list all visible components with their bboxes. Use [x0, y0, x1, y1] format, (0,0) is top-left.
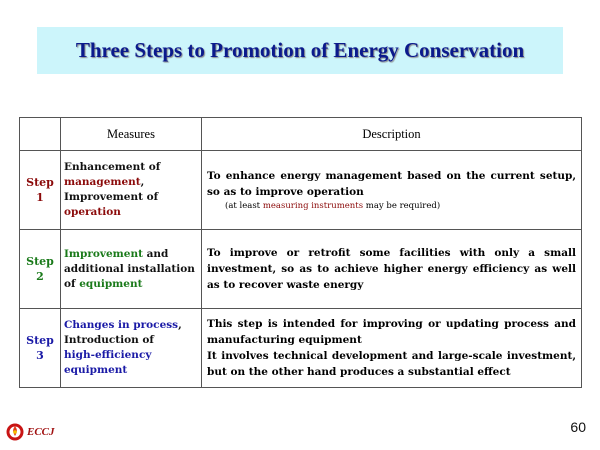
- step-number: 2: [36, 270, 44, 283]
- measure-highlight: equipment: [79, 277, 143, 290]
- steps-table: [19, 117, 582, 388]
- table-row-step-2: [20, 230, 582, 309]
- measure-text: ,: [178, 319, 182, 331]
- description-cell-3: [202, 309, 582, 388]
- table-header-row: [20, 118, 582, 151]
- step-word: Step: [26, 176, 54, 189]
- measure-highlight: operation: [64, 206, 121, 218]
- title-banner: [37, 27, 563, 74]
- header-measures: Measures: [61, 118, 202, 151]
- page-number: 60: [570, 419, 586, 435]
- measure-text: Improvement of: [64, 191, 159, 203]
- eccj-flame-logo-icon: [5, 422, 25, 442]
- measure-highlight: equipment: [64, 364, 128, 376]
- measure-text: and: [142, 247, 169, 260]
- measures-cell-3: [61, 309, 202, 388]
- description-cell-2: [202, 230, 582, 309]
- description-text: This step is intended for improving or updating process and manufacturing equipment: [207, 318, 576, 346]
- eccj-logo: [5, 422, 55, 442]
- measure-highlight: Improvement: [64, 247, 143, 260]
- note-prefix: (at least: [225, 200, 263, 211]
- description-text: It involves technical development and large-scale investment, but on the other hand produces a substantial effect: [207, 350, 576, 378]
- measures-cell-1: [61, 151, 202, 230]
- step-label-1: [20, 151, 61, 230]
- measure-text: additional installation: [64, 262, 195, 275]
- slide-title: Three Steps to Promotion of Energy Conservation: [75, 38, 525, 62]
- table-row-step-3: [20, 309, 582, 388]
- measures-cell-2: [61, 230, 202, 309]
- description-note: [207, 200, 576, 213]
- header-description: Description: [202, 118, 582, 151]
- measure-text: Enhancement of: [64, 161, 161, 173]
- note-highlight: measuring instruments: [262, 200, 364, 211]
- measure-highlight: high-efficiency: [64, 349, 152, 361]
- measure-text: ,: [140, 176, 145, 188]
- step-number: 1: [36, 191, 44, 204]
- measure-text: Introduction of: [64, 334, 154, 346]
- step-word: Step: [26, 334, 54, 347]
- note-suffix: may be required): [363, 200, 441, 211]
- step-number: 3: [36, 349, 44, 362]
- description-text: To improve or retrofit some facilities with only a small investment, so as to achieve higher energy efficiency as well as to recover waste energy: [207, 247, 576, 291]
- table-row-step-1: [20, 151, 582, 230]
- logo-text: ECCJ: [27, 426, 55, 438]
- description-cell-1: [202, 151, 582, 230]
- description-text: To enhance energy management based on the current setup, so as to improve operation: [207, 169, 576, 198]
- header-blank: [20, 118, 61, 151]
- measure-text: of: [64, 277, 80, 290]
- step-label-3: [20, 309, 61, 388]
- measure-highlight: management: [64, 176, 141, 188]
- step-word: Step: [26, 255, 54, 268]
- measure-highlight: Changes in process: [64, 319, 179, 331]
- step-label-2: [20, 230, 61, 309]
